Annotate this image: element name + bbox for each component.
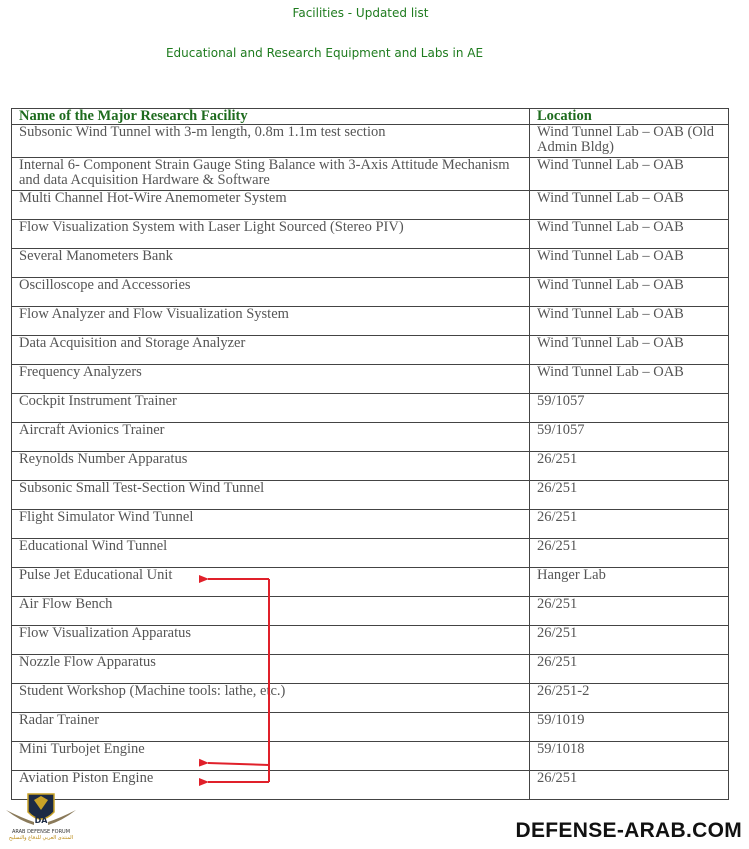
facility-location-cell: 59/1019 xyxy=(530,713,729,742)
column-header-location: Location xyxy=(530,109,729,125)
facility-location-cell: 26/251 xyxy=(530,655,729,684)
facility-name-cell: Nozzle Flow Apparatus xyxy=(12,655,530,684)
arrow-bracket xyxy=(208,579,269,782)
facility-name-cell: Cockpit Instrument Trainer xyxy=(12,394,530,423)
facility-location-cell: Wind Tunnel Lab – OAB xyxy=(530,191,729,220)
facility-location-cell: 59/1057 xyxy=(530,423,729,452)
facility-location-cell: 26/251 xyxy=(530,626,729,655)
facility-name-cell: Aviation Piston Engine xyxy=(12,771,530,800)
facility-name-cell: Oscilloscope and Accessories xyxy=(12,278,530,307)
facility-location-cell: 26/251 xyxy=(530,771,729,800)
facility-location-cell: 59/1018 xyxy=(530,742,729,771)
facility-name-cell: Subsonic Wind Tunnel with 3-m length, 0.8m 1.1m test section xyxy=(12,125,530,158)
facility-location-cell: 26/251 xyxy=(530,481,729,510)
logo-letters: DA xyxy=(34,816,48,825)
facility-location-cell: 26/251 xyxy=(530,452,729,481)
facility-location-cell: Wind Tunnel Lab – OAB xyxy=(530,365,729,394)
facility-name-cell: Reynolds Number Apparatus xyxy=(12,452,530,481)
facility-location-cell: 26/251-2 xyxy=(530,684,729,713)
facility-location-cell: Wind Tunnel Lab – OAB xyxy=(530,278,729,307)
facility-name-cell: Flow Analyzer and Flow Visualization System xyxy=(12,307,530,336)
facility-location-cell: 26/251 xyxy=(530,510,729,539)
facility-name-cell: Mini Turbojet Engine xyxy=(12,742,530,771)
facility-name-cell: Aircraft Avionics Trainer xyxy=(12,423,530,452)
facility-location-cell: Wind Tunnel Lab – OAB (Old Admin Bldg) xyxy=(530,125,729,158)
facility-name-cell: Several Manometers Bank xyxy=(12,249,530,278)
facility-name-cell: Air Flow Bench xyxy=(12,597,530,626)
facility-name-cell: Internal 6- Component Strain Gauge Sting Balance with 3-Axis Attitude Mechanism and data Acquisition Hardware & Software xyxy=(12,158,530,191)
facility-location-cell: Wind Tunnel Lab – OAB xyxy=(530,220,729,249)
logo-caption xyxy=(4,829,78,841)
facility-name-cell: Multi Channel Hot-Wire Anemometer System xyxy=(12,191,530,220)
facility-location-cell: Wind Tunnel Lab – OAB xyxy=(530,336,729,365)
facility-name-cell: Student Workshop (Machine tools: lathe, etc.) xyxy=(12,684,530,713)
facility-name-cell: Flow Visualization Apparatus xyxy=(12,626,530,655)
facility-location-cell: 26/251 xyxy=(530,539,729,568)
facility-name-cell: Flight Simulator Wind Tunnel xyxy=(12,510,530,539)
logo-caption-en: ARAB DEFENSE FORUM xyxy=(11,829,71,835)
facility-location-cell: Wind Tunnel Lab – OAB xyxy=(530,158,729,191)
facility-location-cell: Hanger Lab xyxy=(530,568,729,597)
page-title: Facilities - Updated list xyxy=(292,6,429,20)
facility-name-cell: Subsonic Small Test-Section Wind Tunnel xyxy=(12,481,530,510)
facility-location-cell: 26/251 xyxy=(530,597,729,626)
facility-name-cell: Frequency Analyzers xyxy=(12,365,530,394)
facility-name-cell: Data Acquisition and Storage Analyzer xyxy=(12,336,530,365)
page-subtitle: Educational and Research Equipment and Labs in AE xyxy=(165,46,484,60)
column-header-name: Name of the Major Research Facility xyxy=(12,109,530,125)
facility-name-cell: Educational Wind Tunnel xyxy=(12,539,530,568)
facility-location-cell: 59/1057 xyxy=(530,394,729,423)
facility-location-cell: Wind Tunnel Lab – OAB xyxy=(530,249,729,278)
watermark: DEFENSE-ARAB.COM xyxy=(515,819,742,842)
logo-caption-ar: المنتدى العربي للدفاع والتسليح xyxy=(8,835,74,841)
facility-name-cell: Flow Visualization System with Laser Light Sourced (Stereo PIV) xyxy=(12,220,530,249)
facility-location-cell: Wind Tunnel Lab – OAB xyxy=(530,307,729,336)
facility-name-cell: Radar Trainer xyxy=(12,713,530,742)
facility-name-cell: Pulse Jet Educational Unit xyxy=(12,568,530,597)
